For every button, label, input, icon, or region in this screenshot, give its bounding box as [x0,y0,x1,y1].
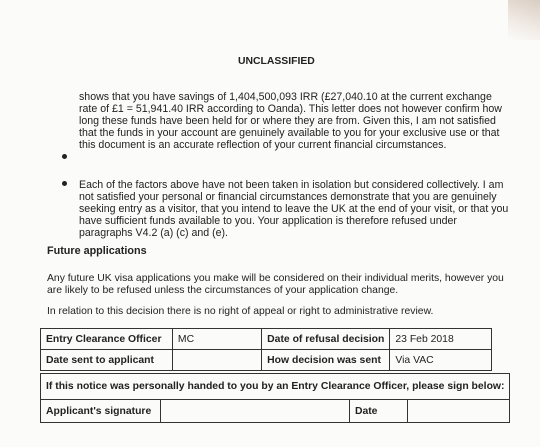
para2-line-1: Each of the factors above have not been taken in isolation but considered collectively. I am [79,179,504,191]
para1-line-4: that the funds in your account are genuinely available to you for your exclusive use or that [79,127,500,139]
empty-bullet [62,154,67,159]
personal-handover-notice: If this notice was personally handed to you by an Entry Clearance Officer, please sign below: [41,374,510,400]
date-label: Date [349,400,407,423]
para1-line-3: long these funds have been held for or where they are from. Given this, I am not satisfied [79,115,496,127]
how-sent-label: How decision was sent [262,350,390,371]
future-text-line-1: Any future UK visa applications you make will be considered on their individual merits, however you [47,273,504,284]
table-row [41,400,510,423]
signature-table [40,373,510,423]
date-field[interactable] [407,400,510,423]
how-sent-value: Via VAC [390,350,492,371]
para2-line-3: seeking entry as a visitor, that you intend to leave the UK at the end of your visit, or that you [79,203,509,215]
page-corner-shadow [508,0,540,40]
future-text-line-2: are likely to be refused unless the circumstances of your application change. [47,285,399,296]
eco-label: Entry Clearance Officer [41,329,173,350]
signature-field[interactable] [160,400,349,423]
table-row [41,374,510,400]
para1-line-2: rate of £1 = 51,941.40 IRR according to Oanda). This letter does not however confirm how [79,103,502,115]
signature-label: Applicant's signature [41,400,161,423]
refusal-date-value: 23 Feb 2018 [390,329,492,350]
para2-line-5: paragraphs V4.2 (a) (c) and (e). [79,227,228,239]
sent-date-value [172,350,261,371]
classification-header: UNCLASSIFIED [238,56,315,67]
appeal-text: In relation to this decision there is no right of appeal or right to administrative review. [47,306,434,317]
refusal-date-label: Date of refusal decision [262,329,390,350]
refusal-details-table [40,328,492,371]
para1-line-1: shows that you have savings of 1,404,500,093 IRR (£27,040.10 at the current exchange [79,91,492,103]
table-row [41,329,492,350]
para2-bullet [62,181,67,186]
sent-date-label: Date sent to applicant [41,350,173,371]
para1-line-5: this document is an accurate reflection of your current financial circumstances. [79,139,447,151]
table-row [41,350,492,371]
eco-value: MC [172,329,261,350]
para2-line-2: not satisfied your personal or financial circumstances demonstrate that you are genuinely [79,191,497,203]
para2-line-4: have sufficient funds available to you. Your application is therefore refused under [79,215,457,227]
future-applications-heading: Future applications [47,245,147,257]
